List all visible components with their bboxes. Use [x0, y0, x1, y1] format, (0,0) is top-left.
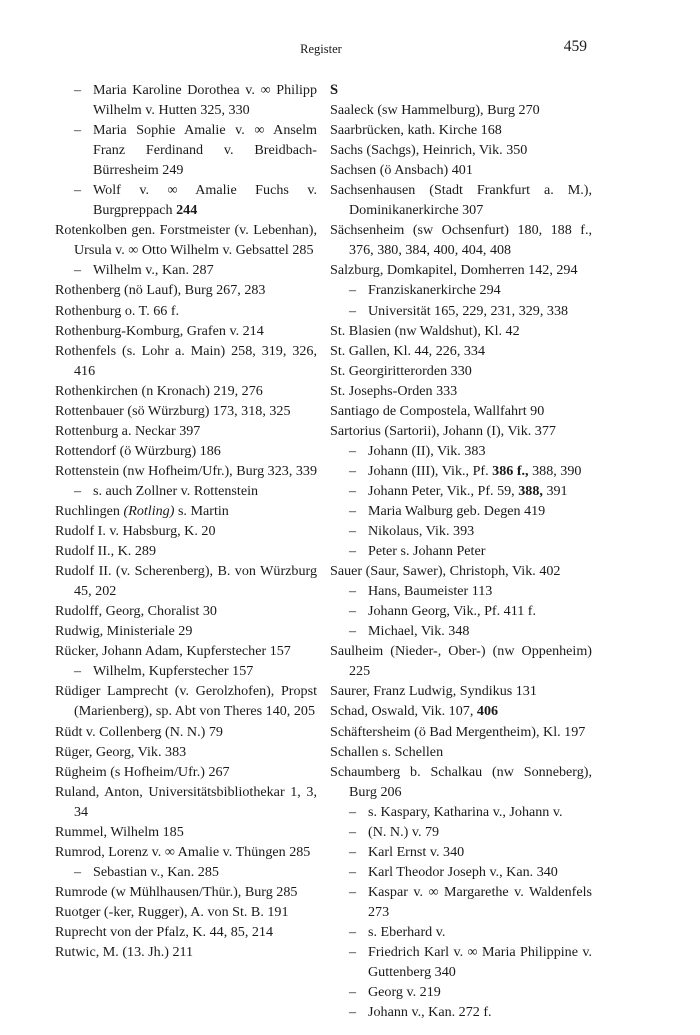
index-entry — [55, 321, 317, 341]
entry-bold-page: 388, — [518, 482, 543, 499]
index-subentry — [330, 882, 592, 922]
index-entry — [55, 742, 317, 762]
entry-text: Schallen s. Schellen — [330, 743, 444, 760]
entry-text: Wolf v. ∞ Amalie Fuchs v. Burgpreppach — [93, 182, 317, 219]
entry-text: Schaumberg b. Schalkau (nw Sonneberg), Burg 206 — [330, 763, 592, 800]
index-subentry — [55, 120, 317, 180]
page-header — [55, 40, 587, 64]
index-subentry — [55, 80, 317, 120]
entry-text: Johann v., Kan. 272 f. — [368, 1004, 492, 1021]
entry-text: Rothenfels (s. Lohr a. Main) 258, 319, 326, 416 — [55, 342, 317, 379]
entry-text: Rüdt v. Collenberg (N. N.) 79 — [55, 723, 223, 740]
entry-text: Sauer (Saur, Sawer), Christoph, Vik. 402 — [330, 563, 561, 580]
index-entry — [55, 421, 317, 441]
entry-text: Rumrod, Lorenz v. ∞ Amalie v. Thüngen 285 — [55, 843, 311, 860]
index-entry — [55, 922, 317, 942]
entry-text: Michael, Vik. 348 — [368, 623, 470, 640]
entry-pages: 391 — [546, 482, 568, 499]
index-entry — [330, 120, 592, 140]
index-entry — [55, 301, 317, 321]
index-column-right — [330, 80, 592, 1022]
entry-bold-page: 386 f., — [492, 462, 529, 479]
entry-text: Ruotger (-ker, Rugger), A. von St. B. 191 — [55, 903, 289, 920]
entry-text: s. Kaspary, Katharina v., Johann v. — [368, 803, 563, 820]
entry-text: Ruland, Anton, Universitätsbibliothekar 1, 3, 34 — [55, 783, 317, 820]
index-entry — [55, 782, 317, 822]
entry-text: Kaspar v. ∞ Margarethe v. Waldenfels 273 — [368, 883, 592, 920]
entry-text: Rottenbauer (sö Würzburg) 173, 318, 325 — [55, 402, 291, 419]
index-entry — [55, 942, 317, 962]
entry-text: Wilhelm v., Kan. 287 — [93, 262, 214, 279]
index-column-left — [55, 80, 317, 962]
index-subentry — [330, 481, 592, 501]
entry-text: Rottenstein (nw Hofheim/Ufr.), Burg 323, 339 — [55, 462, 318, 479]
entry-text: Sartorius (Sartorii), Johann (I), Vik. 377 — [330, 422, 556, 439]
entry-text: Karl Theodor Joseph v., Kan. 340 — [368, 863, 558, 880]
index-entry — [55, 882, 317, 902]
entry-text: Rummel, Wilhelm 185 — [55, 823, 184, 840]
entry-text: Schäftersheim (ö Bad Mergentheim), Kl. 197 — [330, 723, 586, 740]
index-entry — [330, 401, 592, 421]
entry-text: Rutwic, M. (13. Jh.) 211 — [55, 944, 194, 961]
index-subentry — [330, 862, 592, 882]
entry-text: Sachsenhausen (Stadt Frankfurt a. M.), Dominikanerkirche 307 — [330, 182, 592, 219]
entry-text: Ruchlingen — [55, 502, 120, 519]
index-entry — [330, 220, 592, 260]
entry-text: Ruprecht von der Pfalz, K. 44, 85, 214 — [55, 923, 274, 940]
entry-text: s. Eberhard v. — [368, 923, 446, 940]
entry-text: Salzburg, Domkapitel, Domherren 142, 294 — [330, 262, 578, 279]
entry-text: Wilhelm, Kupferstecher 157 — [93, 663, 254, 680]
index-subentry — [55, 862, 317, 882]
index-subentry — [55, 260, 317, 280]
index-entry — [330, 140, 592, 160]
entry-text: s. auch Zollner v. Rottenstein — [93, 482, 259, 499]
entry-text: Rudolff, Georg, Choralist 30 — [55, 603, 217, 620]
entry-text: Rothenberg (nö Lauf), Burg 267, 283 — [55, 282, 266, 299]
entry-text: Maria Karoline Dorothea v. ∞ Philipp Wilhelm v. Hutten 325, 330 — [93, 82, 317, 119]
entry-text: Maria Walburg geb. Degen 419 — [368, 502, 546, 519]
index-entry — [330, 381, 592, 401]
index-subentry — [330, 601, 592, 621]
entry-text: Johann Georg, Vik., Pf. 411 f. — [368, 603, 537, 620]
index-entry — [330, 100, 592, 120]
entry-text: Rotenkolben gen. Forstmeister (v. Lebenhan), Ursula v. ∞ Otto Wilhelm v. Gebsattel 285 — [55, 222, 317, 259]
index-subentry — [330, 942, 592, 982]
entry-text: Rudwig, Ministeriale 29 — [55, 623, 193, 640]
entry-text: Saulheim (Nieder-, Ober-) (nw Oppenheim) 225 — [330, 643, 592, 680]
entry-text: Maria Sophie Amalie v. ∞ Anselm Franz Ferdinand v. Breidbach-Bürresheim 249 — [93, 122, 317, 179]
index-subentry — [330, 541, 592, 561]
entry-text: St. Georgiritterorden 330 — [330, 362, 472, 379]
entry-text: Rüdiger Lamprecht (v. Gerolzhofen), Propst (Marienberg), sp. Abt von Theres 140, 205 — [55, 683, 317, 720]
index-entry — [330, 561, 592, 581]
index-entry — [330, 681, 592, 701]
entry-text: Rottenburg a. Neckar 397 — [55, 422, 201, 439]
page-number: 459 — [563, 38, 587, 55]
index-entry — [55, 722, 317, 742]
index-entry — [55, 441, 317, 461]
index-entry — [55, 601, 317, 621]
entry-text: Saurer, Franz Ludwig, Syndikus 131 — [330, 683, 537, 700]
entry-text: Santiago de Compostela, Wallfahrt 90 — [330, 402, 545, 419]
entry-text: Sebastian v., Kan. 285 — [93, 863, 219, 880]
index-entry — [330, 160, 592, 180]
index-subentry — [330, 521, 592, 541]
entry-bold-page: 244 — [176, 202, 198, 219]
index-subentry — [330, 301, 592, 321]
section-letter: S — [330, 82, 339, 98]
entry-text: Sachsen (ö Ansbach) 401 — [330, 162, 473, 179]
index-entry — [330, 641, 592, 681]
index-subentry — [330, 280, 592, 300]
index-subentry — [55, 481, 317, 501]
index-subentry — [330, 621, 592, 641]
index-entry — [330, 361, 592, 381]
index-subentry — [55, 180, 317, 220]
entry-text: Rudolf II. (v. Scherenberg), B. von Würzburg 45, 202 — [55, 563, 317, 600]
index-entry — [55, 461, 317, 481]
entry-text: Rudolf I. v. Habsburg, K. 20 — [55, 523, 216, 540]
entry-text: Georg v. 219 — [368, 984, 441, 1001]
index-entry — [55, 641, 317, 661]
index-subentry — [330, 1002, 592, 1022]
entry-text: St. Blasien (nw Waldshut), Kl. 42 — [330, 322, 520, 339]
index-entry — [55, 561, 317, 601]
index-entry — [55, 842, 317, 862]
entry-text: Johann (III), Vik., Pf. — [368, 462, 489, 479]
entry-text: Rügheim (s Hofheim/Ufr.) 267 — [55, 763, 230, 780]
index-entry — [55, 621, 317, 641]
index-subentry — [330, 581, 592, 601]
index-entry — [55, 822, 317, 842]
index-entry — [55, 401, 317, 421]
entry-text: Rothenkirchen (n Kronach) 219, 276 — [55, 382, 263, 399]
index-subentry — [330, 822, 592, 842]
entry-text: Karl Ernst v. 340 — [368, 843, 465, 860]
entry-text: Friedrich Karl v. ∞ Maria Philippine v. Guttenberg 340 — [368, 944, 592, 981]
index-entry — [330, 762, 592, 802]
index-entry — [55, 681, 317, 721]
entry-text: Johann Peter, Vik., Pf. 59, — [368, 482, 515, 499]
entry-text: St. Gallen, Kl. 44, 226, 334 — [330, 342, 486, 359]
index-subentry — [330, 441, 592, 461]
entry-text: Rudolf II., K. 289 — [55, 543, 156, 560]
entry-text: (N. N.) v. 79 — [368, 823, 440, 840]
index-entry — [330, 701, 592, 721]
entry-italic: (Rotling) — [123, 502, 175, 519]
index-entry — [330, 260, 592, 280]
index-subentry — [330, 982, 592, 1002]
entry-text: Saaleck (sw Hammelburg), Burg 270 — [330, 102, 540, 119]
index-entry — [55, 220, 317, 260]
index-subentry — [330, 922, 592, 942]
index-entry — [330, 180, 592, 220]
index-subentry — [55, 661, 317, 681]
index-entry — [55, 280, 317, 300]
entry-text: Hans, Baumeister 113 — [368, 583, 493, 600]
entry-text: Universität 165, 229, 231, 329, 338 — [368, 302, 569, 319]
index-entry — [55, 381, 317, 401]
entry-text: Peter s. Johann Peter — [368, 543, 486, 560]
entry-text: Sächsenheim (sw Ochsenfurt) 180, 188 f., 376, 380, 384, 400, 404, 408 — [330, 222, 592, 259]
entry-text: Franziskanerkirche 294 — [368, 282, 501, 299]
entry-bold-page: 406 — [476, 703, 499, 720]
index-entry — [330, 341, 592, 361]
entry-pages: 388, 390 — [532, 462, 582, 479]
index-subentry — [330, 461, 592, 481]
index-entry — [55, 521, 317, 541]
index-entry — [55, 341, 317, 381]
entry-text: Nikolaus, Vik. 393 — [368, 523, 475, 540]
entry-text: Rumrode (w Mühlhausen/Thür.), Burg 285 — [55, 883, 298, 900]
entry-text: Schad, Oswald, Vik. 107, — [330, 703, 474, 720]
index-subentry — [330, 842, 592, 862]
entry-text: Rothenburg o. T. 66 f. — [55, 302, 180, 319]
entry-text: Rothenburg-Komburg, Grafen v. 214 — [55, 322, 264, 339]
running-title: Register — [300, 42, 342, 56]
index-subentry — [330, 501, 592, 521]
entry-text: Johann (II), Vik. 383 — [368, 442, 486, 459]
entry-text: Rottendorf (ö Würzburg) 186 — [55, 442, 221, 459]
entry-text: Saarbrücken, kath. Kirche 168 — [330, 122, 502, 139]
index-entry — [55, 902, 317, 922]
index-entry — [330, 321, 592, 341]
entry-text: Rüger, Georg, Vik. 383 — [55, 743, 187, 760]
index-entry — [55, 762, 317, 782]
index-entry — [55, 501, 317, 521]
entry-text: Rücker, Johann Adam, Kupferstecher 157 — [55, 643, 291, 660]
index-entry — [330, 722, 592, 742]
entry-pages: s. Martin — [177, 502, 229, 519]
index-entry — [55, 541, 317, 561]
index-subentry — [330, 802, 592, 822]
entry-text: St. Josephs-Orden 333 — [330, 382, 458, 399]
index-entry — [330, 421, 592, 441]
entry-text: Sachs (Sachgs), Heinrich, Vik. 350 — [330, 142, 528, 159]
index-entry — [330, 742, 592, 762]
